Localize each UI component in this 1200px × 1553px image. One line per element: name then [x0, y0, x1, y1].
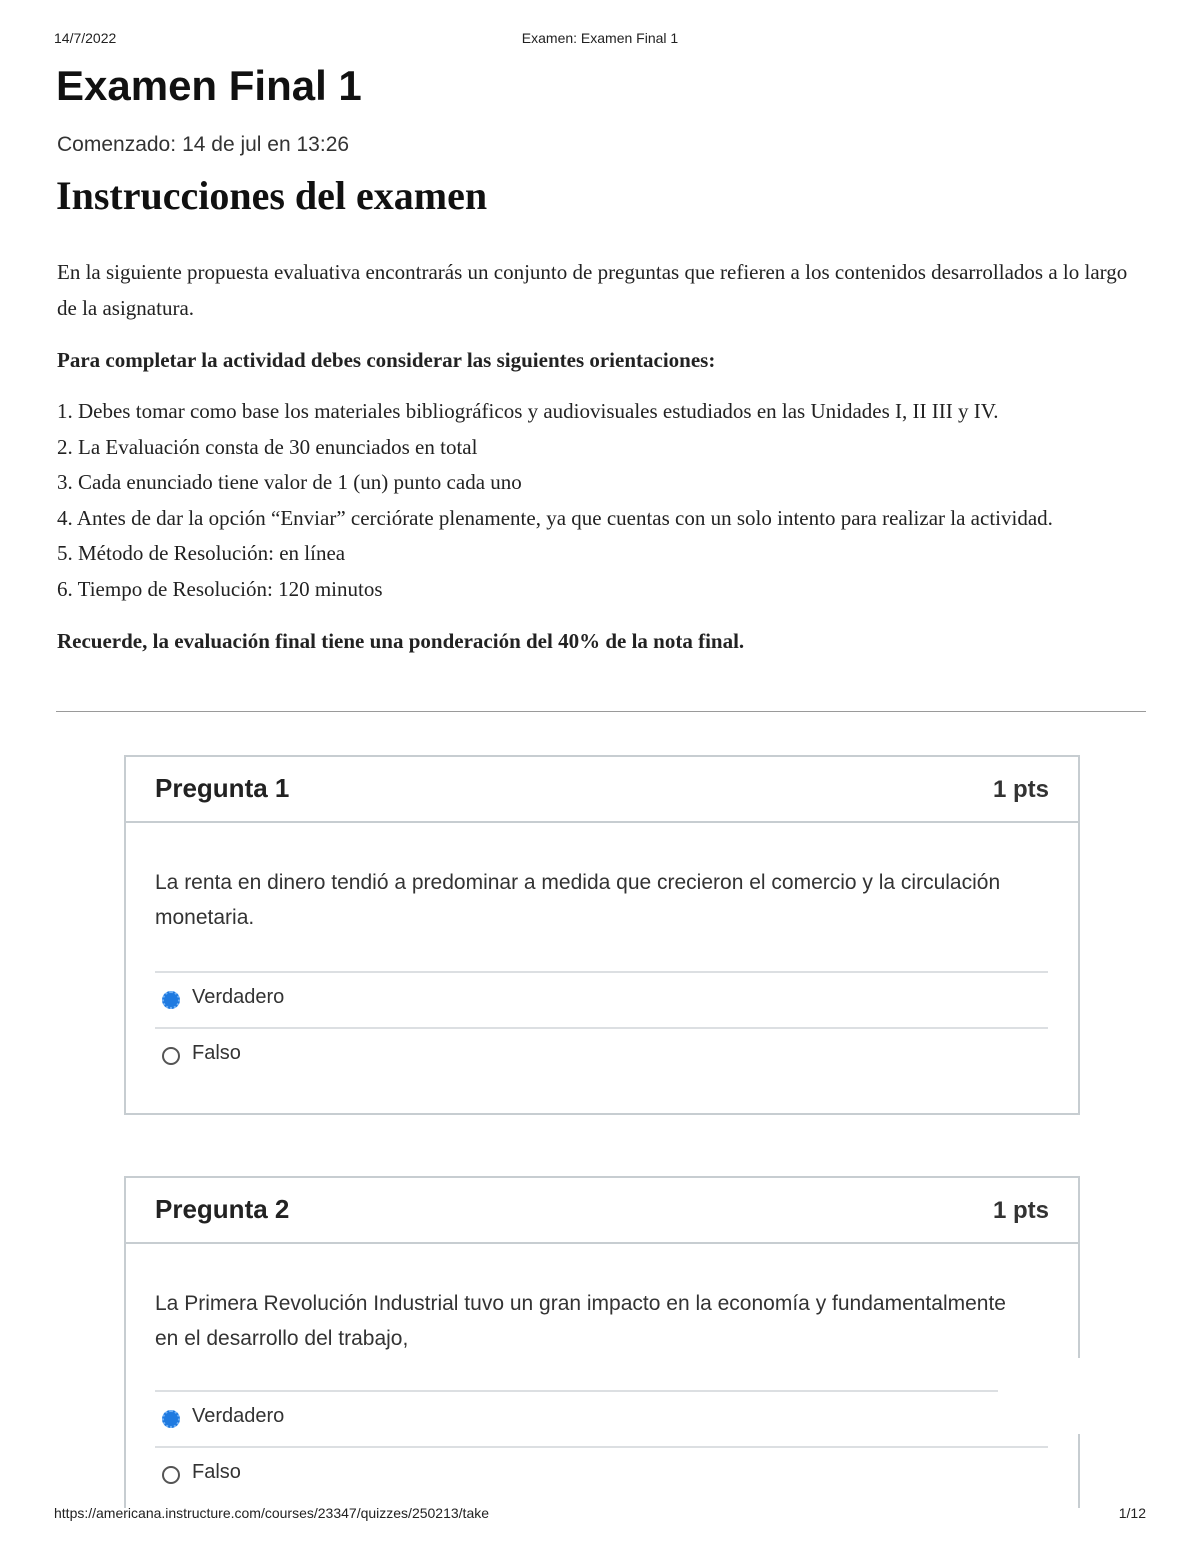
answer-option-verdadero[interactable] — [155, 1392, 1048, 1446]
question-text: La renta en dinero tendió a predominar a medida que crecieron el comercio y la circulación monetaria. — [155, 871, 1001, 929]
question-header — [126, 757, 1078, 823]
orientation-item: 6. Tiempo de Resolución: 120 minutos — [57, 576, 383, 601]
question-card-2 — [124, 1176, 1080, 1508]
orientations-list — [57, 394, 1147, 607]
radio-empty-icon[interactable] — [162, 1466, 180, 1484]
question-points: 1 pts — [992, 1197, 1049, 1224]
orientation-item: 5. Método de Resolución: en línea — [57, 541, 346, 565]
question-title: Pregunta 2 — [155, 1194, 290, 1224]
divider — [56, 711, 1146, 712]
radio-empty-icon[interactable] — [162, 1047, 180, 1065]
orientation-item: 1. Debes tomar como base los materiales bibliográficos y audiovisuales estudiados en las Unidades I, II III y IV. — [57, 399, 999, 423]
orientation-item: 4. Antes de dar la opción “Enviar” cerciórate plenamente, ya que cuentas con un solo intento para realizar la actividad. — [57, 505, 1053, 530]
question-card-1 — [124, 755, 1080, 1115]
border-gap — [1076, 1358, 1080, 1434]
answer-option-verdadero[interactable] — [155, 971, 1048, 1027]
page-title: Examen Final 1 — [56, 62, 362, 109]
question-points: 1 pts — [992, 776, 1049, 803]
print-footer — [54, 1505, 1146, 1525]
print-url[interactable]: https://americana.instructure.com/courses/23347/quizzes/250213/take — [54, 1505, 490, 1521]
orientation-item: 3. Cada enunciado tiene valor de 1 (un) punto cada uno — [57, 470, 522, 494]
orientations-heading: Para completar la actividad debes considerar las siguientes orientaciones: — [57, 348, 716, 372]
answer-label: Falso — [192, 1461, 241, 1483]
grade-reminder: Recuerde, la evaluación final tiene una ponderación del 40% de la nota final. — [57, 629, 745, 653]
radio-selected-icon[interactable] — [162, 991, 180, 1009]
answer-list — [155, 1392, 1048, 1502]
answer-label: Verdadero — [192, 986, 285, 1008]
page-number: 1/12 — [1118, 1505, 1146, 1521]
instructions-title: Instrucciones del examen — [56, 173, 488, 218]
question-header — [126, 1178, 1078, 1244]
radio-selected-icon[interactable] — [162, 1410, 180, 1428]
started-info — [57, 133, 349, 157]
answer-label: Falso — [192, 1042, 241, 1064]
print-header — [54, 30, 1146, 50]
print-date: 14/7/2022 — [54, 30, 117, 46]
instructions-intro: En la siguiente propuesta evaluativa encontrarás un conjunto de preguntas que refieren a los contenidos desarrollados a lo largo de la asignatura. — [57, 260, 1128, 320]
answer-label: Verdadero — [192, 1405, 285, 1427]
answer-option-falso[interactable] — [155, 1027, 1048, 1083]
orientation-item: 2. La Evaluación consta de 30 enunciados en total — [57, 434, 478, 459]
question-title: Pregunta 1 — [155, 773, 290, 803]
question-text: La Primera Revolución Industrial tuvo un gran impacto en la economía y fundamentalmente en el desarrollo del trabajo, — [155, 1292, 1006, 1350]
answer-list — [155, 971, 1048, 1083]
print-document-title: Examen: Examen Final 1 — [521, 30, 679, 46]
started-value: 14 de jul en 13:26 — [182, 133, 350, 156]
answer-option-falso[interactable] — [155, 1446, 1048, 1502]
instructions-body — [57, 254, 1147, 659]
started-label: Comenzado: — [57, 133, 177, 156]
